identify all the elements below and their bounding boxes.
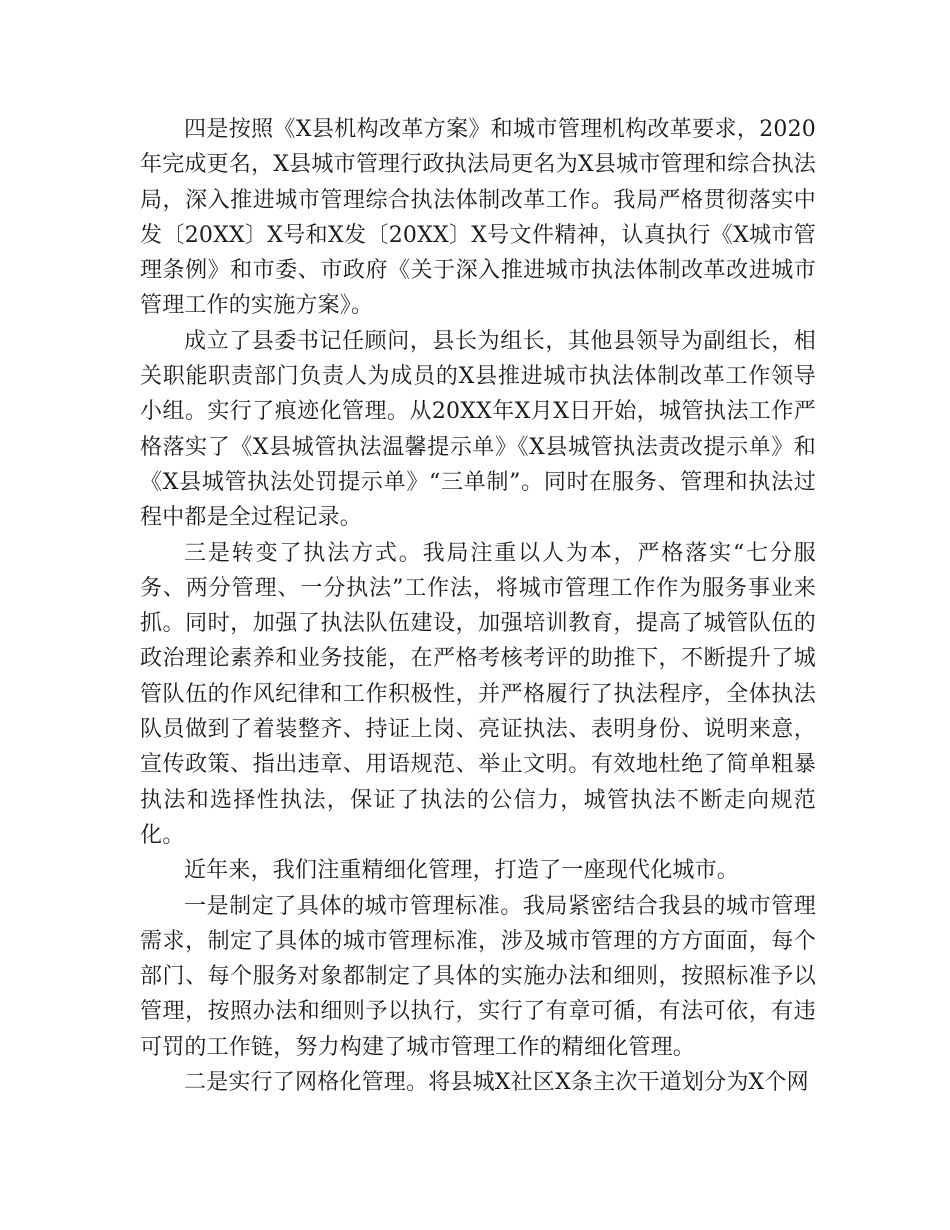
paragraph-3: 三是转变了执法方式。我局注重以人为本，严格落实“七分服务、两分管理、一分执法”工作法，将城市管理工作作为服务事业来抓。同时，加强了执法队伍建设，加强培训教育，提高了城管队伍的政治理论素养和业务技能，在严格考核考评的助推下，不断提升了城管队伍的作风纪律和工作积极性，并严格履行了执法程序，全体执法队员做到了着装整齐、持证上岗、亮证执法、表明身份、说明来意，宣传政策、指出违章、用语规范、举止文明。有效地杜绝了简单粗暴执法和选择性执法，保证了执法的公信力，城管执法不断走向规范化。 <box>140 540 816 848</box>
paragraph-4: 近年来，我们注重精细化管理，打造了一座现代化城市。 <box>184 858 740 884</box>
paragraph-6: 二是实行了网格化管理。将县城X社区X条主次干道划分为X个网 <box>184 1070 809 1096</box>
paragraph-5: 一是制定了具体的城市管理标准。我局紧密结合我县的城市管理需求，制定了具体的城市管理标准，涉及城市管理的方方面面，每个部门、每个服务对象都制定了具体的实施办法和细则，按照标准予以管理，按照办法和细则予以执行，实行了有章可循，有法可依，有违可罚的工作链，努力构建了城市管理工作的精细化管理。 <box>140 893 816 1060</box>
document-body <box>140 112 816 1100</box>
paragraph-1: 四是按照《X县机构改革方案》和城市管理机构改革要求，2020年完成更名，X县城市管理行政执法局更名为X县城市管理和综合执法局，深入推进城市管理综合执法体制改革工作。我局严格贯彻落实中发〔20XX〕X号和X发〔20XX〕X号文件精神，认真执行《X城市管理条例》和市委、市政府《关于深入推进城市执法体制改革改进城市管理工作的实施方案》。 <box>140 117 816 319</box>
paragraph-2: 成立了县委书记任顾问，县长为组长，其他县领导为副组长，相关职能职责部门负责人为成员的X县推进城市执法体制改革工作领导小组。实行了痕迹化管理。从20XX年X月X日开始，城管执法工作严格落实了《X县城管执法温馨提示单》《X县城管执法责改提示单》和《X县城管执法处罚提示单》“三单制”。同时在服务、管理和执法过程中都是全过程记录。 <box>140 328 816 531</box>
